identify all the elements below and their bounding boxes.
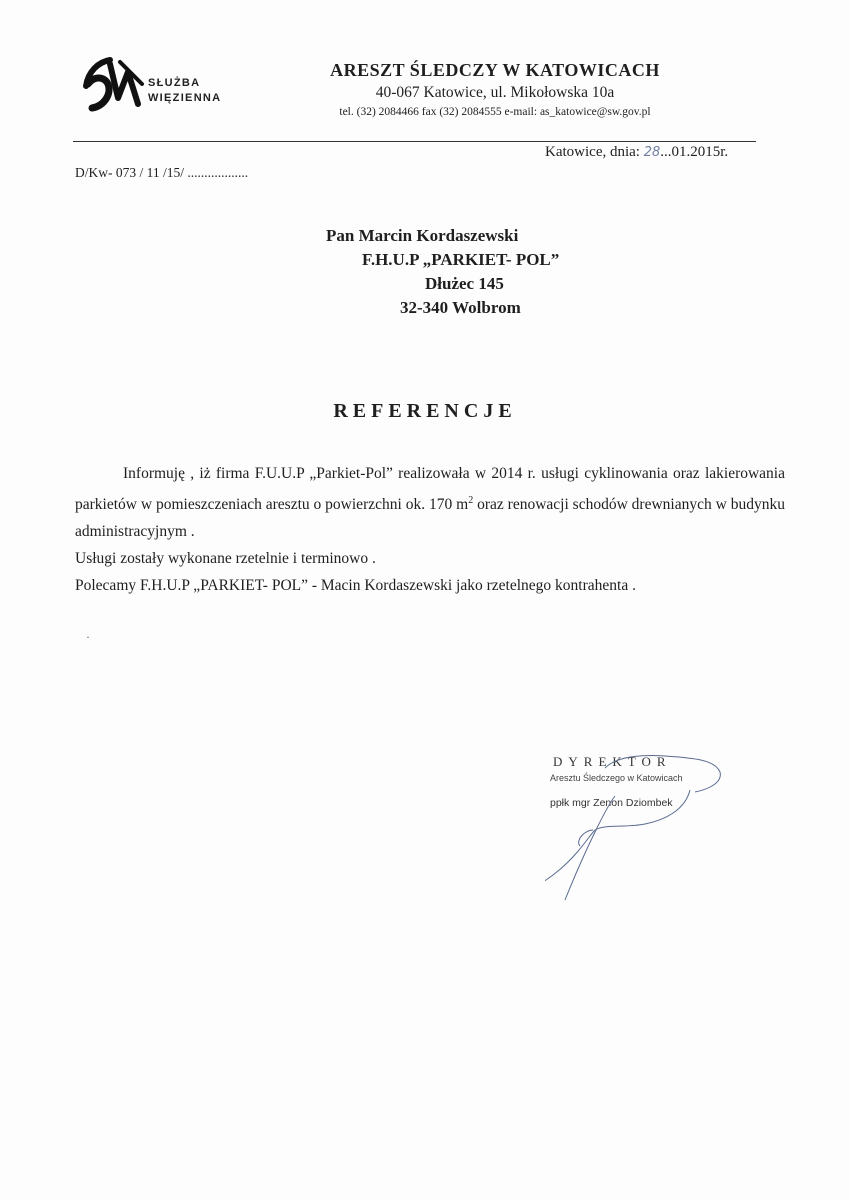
institution-contact: tel. (32) 2084466 fax (32) 2084555 e-mail: as_katowice@sw.gov.pl bbox=[339, 106, 651, 118]
addressee-name: Pan Marcin Kordaszewski bbox=[326, 226, 519, 245]
body-paragraph-1a: Informuję , iż firma F.U.U.P „Parkiet-Pol” realizowała w 2014 r. usługi cyklinowania oraz lakierowania parkietów w pomieszczeniach aresztu o powierzchni ok. 170 m bbox=[75, 465, 785, 514]
addressee-city: 32-340 Wolbrom bbox=[400, 298, 521, 317]
stray-mark: · bbox=[86, 630, 90, 644]
letter-body bbox=[75, 460, 785, 599]
stamp-subtitle: Aresztu Śledczego w Katowicach bbox=[550, 773, 683, 783]
stamp-title: DYREKTOR bbox=[553, 754, 672, 769]
body-paragraph-2: Usługi zostały wykonane rzetelnie i terminowo . bbox=[75, 550, 376, 568]
date-prefix: Katowice, dnia: bbox=[545, 144, 640, 160]
date-suffix: ...01.2015r. bbox=[660, 144, 729, 160]
logo-line-2: WIĘZIENNA bbox=[148, 92, 222, 104]
body-paragraph-1b: oraz renowacji schodów drewnianych w budynku administracyjnym . bbox=[75, 496, 785, 541]
stamp-name: ppłk mgr Zenon Dziombek bbox=[550, 797, 673, 809]
sw-emblem-icon bbox=[80, 54, 150, 120]
logo-wordmark bbox=[148, 76, 221, 106]
letter-date bbox=[545, 144, 728, 161]
director-stamp bbox=[545, 750, 745, 910]
body-paragraph-3: Polecamy F.H.U.P „PARKIET- POL” - Macin Kordaszewski jako rzetelnego kontrahenta . bbox=[75, 577, 636, 595]
institution-name: ARESZT ŚLEDCZY W KATOWICACH bbox=[330, 60, 660, 80]
reference-number: D/Kw- 073 / 11 /15/ .................. bbox=[75, 165, 249, 180]
sluzba-wiezienna-logo bbox=[80, 54, 240, 120]
body-paragraph-1 bbox=[75, 460, 785, 545]
institution-address: 40-067 Katowice, ul. Mikołowska 10a bbox=[375, 84, 615, 101]
body-superscript: 2 bbox=[468, 495, 474, 506]
institution-header bbox=[255, 60, 735, 118]
header-divider bbox=[73, 141, 756, 142]
logo-line-1: SŁUŻBA bbox=[148, 77, 201, 89]
addressee-street: Dłużec 145 bbox=[425, 274, 504, 293]
addressee-company: F.H.U.P „PARKIET- POL” bbox=[362, 250, 560, 269]
date-day-handwritten: 28 bbox=[643, 145, 661, 160]
document-title: REFERENCJE bbox=[333, 400, 517, 422]
handwritten-signature bbox=[545, 750, 745, 910]
